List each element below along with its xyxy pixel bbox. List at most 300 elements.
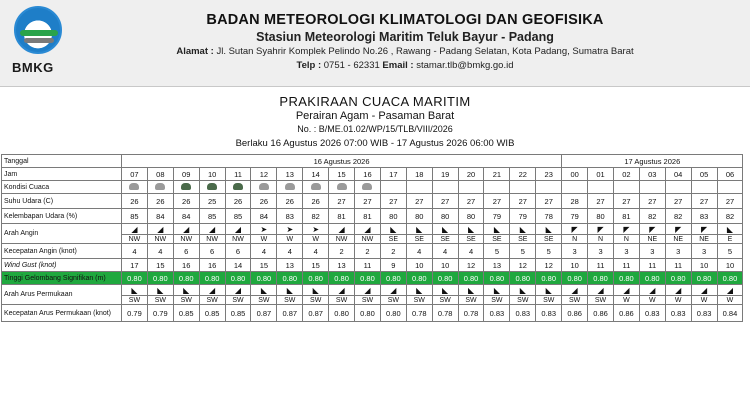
hour-cell: 11	[225, 168, 251, 181]
current-speed-cell: 0.87	[277, 305, 303, 322]
current-direction-label: SW	[381, 295, 406, 304]
current-arrow-icon: ◢	[209, 285, 216, 295]
document-title: PRAKIRAAN CUACA MARITIM	[279, 94, 471, 109]
temperature-cell: 27	[665, 194, 691, 209]
humidity-cell: 82	[665, 209, 691, 224]
wave-height-cell: 0.80	[665, 272, 691, 285]
wind-direction-label: W	[303, 234, 328, 243]
wind-arrow-icon: ◤	[675, 224, 682, 234]
wave-height-cell: 0.80	[510, 272, 536, 285]
wave-height-cell: 0.80	[147, 272, 173, 285]
wave-height-cell: 0.80	[277, 272, 303, 285]
current-direction-cell	[277, 285, 303, 305]
wind-direction-label: N	[562, 234, 587, 243]
current-direction-cell	[122, 285, 148, 305]
humidity-cell: 78	[536, 209, 562, 224]
wind-speed-cell: 4	[251, 244, 277, 259]
weather-cell	[717, 181, 743, 194]
hour-cell: 08	[147, 168, 173, 181]
rain-cloud-icon	[233, 183, 243, 190]
wind-speed-cell: 3	[665, 244, 691, 259]
wind-direction-cell	[251, 224, 277, 244]
wind-gust-cell: 12	[536, 259, 562, 272]
current-direction-label: W	[692, 295, 717, 304]
current-arrow-icon: ◣	[183, 285, 190, 295]
current-direction-cell	[329, 285, 355, 305]
wind-direction-label: NW	[148, 234, 173, 243]
current-speed-cell: 0.83	[484, 305, 510, 322]
current-direction-cell	[510, 285, 536, 305]
wind-gust-cell: 12	[458, 259, 484, 272]
wind-gust-cell: 12	[510, 259, 536, 272]
temperature-cell: 26	[147, 194, 173, 209]
hour-cell: 23	[536, 168, 562, 181]
current-speed-cell: 0.83	[665, 305, 691, 322]
current-speed-cell: 0.87	[303, 305, 329, 322]
org-name: BADAN METEOROLOGI KLIMATOLOGI DAN GEOFISIKA	[206, 12, 604, 28]
humidity-cell: 80	[406, 209, 432, 224]
hour-cell: 22	[510, 168, 536, 181]
station-name: Stasiun Meteorologi Maritim Teluk Bayur - Padang	[256, 30, 554, 44]
hour-cell: 01	[588, 168, 614, 181]
wind-gust-cell: 13	[277, 259, 303, 272]
row-arah-arus	[2, 285, 743, 305]
wind-gust-cell: 10	[691, 259, 717, 272]
rain-cloud-icon	[181, 183, 191, 190]
current-direction-cell	[380, 285, 406, 305]
wind-direction-cell	[562, 224, 588, 244]
hour-cell: 10	[199, 168, 225, 181]
current-arrow-icon: ◢	[597, 285, 604, 295]
temperature-cell: 27	[536, 194, 562, 209]
wind-gust-cell: 16	[173, 259, 199, 272]
current-arrow-icon: ◣	[157, 285, 164, 295]
temperature-cell: 26	[251, 194, 277, 209]
current-arrow-icon: ◣	[467, 285, 475, 295]
temperature-cell: 27	[717, 194, 743, 209]
current-arrow-icon: ◣	[493, 285, 500, 295]
wave-height-cell: 0.80	[199, 272, 225, 285]
wind-direction-label: NW	[122, 234, 147, 243]
wind-gust-cell: 11	[665, 259, 691, 272]
wind-direction-label: W	[277, 234, 302, 243]
wind-direction-label: SE	[484, 234, 509, 243]
wind-gust-cell: 15	[147, 259, 173, 272]
current-speed-cell: 0.79	[122, 305, 148, 322]
address-value: Jl. Sutan Syahrir Komplek Pelindo No.26 , Rawang - Padang Selatan, Kota Padang, Sumatra Barat	[216, 46, 634, 57]
temperature-cell: 27	[639, 194, 665, 209]
wind-gust-cell: 9	[380, 259, 406, 272]
current-direction-cell	[432, 285, 458, 305]
cloud-icon	[285, 183, 295, 190]
wind-speed-cell: 5	[510, 244, 536, 259]
humidity-cell: 80	[432, 209, 458, 224]
current-speed-cell: 0.83	[510, 305, 536, 322]
wind-direction-cell	[639, 224, 665, 244]
wind-direction-label: E	[718, 234, 743, 243]
wave-height-cell: 0.80	[613, 272, 639, 285]
humidity-cell: 79	[562, 209, 588, 224]
humidity-cell: 79	[510, 209, 536, 224]
current-speed-cell: 0.79	[147, 305, 173, 322]
hour-cell: 02	[613, 168, 639, 181]
wind-gust-cell: 17	[122, 259, 148, 272]
current-direction-label: SW	[277, 295, 302, 304]
wind-arrow-icon: ◣	[519, 224, 526, 234]
wind-direction-label: SE	[381, 234, 406, 243]
humidity-cell: 83	[691, 209, 717, 224]
current-speed-cell: 0.80	[329, 305, 355, 322]
wave-height-cell: 0.80	[251, 272, 277, 285]
email-value: stamar.tlb@bmkg.go.id	[416, 60, 514, 71]
row-label-kecepatan-arus: Kecepatan Arus Permukaan (knot)	[2, 305, 122, 322]
wave-height-cell: 0.80	[303, 272, 329, 285]
temperature-cell: 27	[510, 194, 536, 209]
wind-arrow-icon: ◢	[157, 224, 164, 234]
current-direction-cell	[536, 285, 562, 305]
wind-direction-cell	[329, 224, 355, 244]
wind-speed-cell: 4	[406, 244, 432, 259]
row-label-jam: Jam	[2, 168, 122, 181]
weather-cell	[329, 181, 355, 194]
hour-cell: 06	[717, 168, 743, 181]
humidity-cell: 80	[380, 209, 406, 224]
weather-cell	[536, 181, 562, 194]
wind-direction-cell	[536, 224, 562, 244]
row-label-gelombang: Tinggi Gelombang Signifikan (m)	[2, 272, 122, 285]
contact-line	[130, 60, 680, 71]
temperature-cell: 26	[122, 194, 148, 209]
wind-gust-cell: 13	[329, 259, 355, 272]
humidity-cell: 81	[329, 209, 355, 224]
cloud-icon	[311, 183, 321, 190]
temperature-cell: 26	[225, 194, 251, 209]
wind-arrow-icon: ◢	[209, 224, 216, 234]
wind-direction-label: NE	[666, 234, 691, 243]
wave-height-cell: 0.80	[562, 272, 588, 285]
hour-cell: 00	[562, 168, 588, 181]
wind-direction-label: NE	[692, 234, 717, 243]
wind-direction-label: NE	[640, 234, 665, 243]
wind-direction-label: SE	[536, 234, 561, 243]
humidity-cell: 79	[484, 209, 510, 224]
current-direction-cell	[665, 285, 691, 305]
wind-direction-label: N	[614, 234, 639, 243]
current-arrow-icon: ◢	[701, 285, 708, 295]
wind-direction-cell	[122, 224, 148, 244]
humidity-cell: 80	[458, 209, 484, 224]
current-speed-cell: 0.80	[380, 305, 406, 322]
row-kelembapan	[2, 209, 743, 224]
wind-speed-cell: 4	[458, 244, 484, 259]
wave-height-cell: 0.80	[639, 272, 665, 285]
weather-cell	[613, 181, 639, 194]
row-label-suhu: Suhu Udara (C)	[2, 194, 122, 209]
hour-cell: 03	[639, 168, 665, 181]
wind-gust-cell: 11	[355, 259, 381, 272]
weather-cell	[199, 181, 225, 194]
wind-direction-cell	[355, 224, 381, 244]
current-speed-cell: 0.86	[562, 305, 588, 322]
wave-height-cell: 0.80	[380, 272, 406, 285]
temperature-cell: 27	[613, 194, 639, 209]
current-speed-cell: 0.87	[251, 305, 277, 322]
current-speed-cell: 0.86	[588, 305, 614, 322]
humidity-cell: 84	[147, 209, 173, 224]
current-direction-cell	[147, 285, 173, 305]
wind-arrow-icon: ◣	[726, 224, 734, 234]
row-arah-angin	[2, 224, 743, 244]
document-number: No. : B/ME.01.02/WP/15/TLB/VIII/2026	[297, 124, 453, 134]
humidity-cell: 85	[225, 209, 251, 224]
wind-speed-cell: 3	[639, 244, 665, 259]
current-direction-label: W	[666, 295, 691, 304]
wave-height-cell: 0.80	[588, 272, 614, 285]
wave-height-cell: 0.80	[717, 272, 743, 285]
current-arrow-icon: ◢	[234, 285, 242, 295]
current-direction-cell	[717, 285, 743, 305]
wind-speed-cell: 2	[380, 244, 406, 259]
weather-cell	[251, 181, 277, 194]
current-direction-cell	[355, 285, 381, 305]
wind-direction-cell	[277, 224, 303, 244]
wave-height-cell: 0.80	[458, 272, 484, 285]
wind-arrow-icon: ➤	[312, 224, 320, 234]
wind-direction-label: NW	[174, 234, 199, 243]
wind-direction-cell	[225, 224, 251, 244]
current-speed-cell: 0.85	[199, 305, 225, 322]
current-arrow-icon: ◣	[545, 285, 552, 295]
temperature-cell: 26	[173, 194, 199, 209]
wind-speed-cell: 4	[303, 244, 329, 259]
wind-direction-cell	[458, 224, 484, 244]
row-label-wind-gust: Wind Gust (knot)	[2, 259, 122, 272]
humidity-cell: 82	[639, 209, 665, 224]
wave-height-cell: 0.80	[225, 272, 251, 285]
wind-speed-cell: 4	[432, 244, 458, 259]
hour-cell: 18	[406, 168, 432, 181]
weather-cell	[484, 181, 510, 194]
wind-speed-cell: 3	[588, 244, 614, 259]
wind-arrow-icon: ◣	[545, 224, 552, 234]
hour-cell: 07	[122, 168, 148, 181]
wave-height-cell: 0.80	[484, 272, 510, 285]
temperature-cell: 28	[562, 194, 588, 209]
weather-cell	[562, 181, 588, 194]
current-direction-label: W	[614, 295, 639, 304]
wave-height-cell: 0.80	[691, 272, 717, 285]
temperature-cell: 27	[691, 194, 717, 209]
current-direction-cell	[458, 285, 484, 305]
row-label-arah-arus: Arah Arus Permukaan	[2, 285, 122, 305]
row-suhu	[2, 194, 743, 209]
wind-speed-cell: 2	[329, 244, 355, 259]
hour-cell: 16	[355, 168, 381, 181]
wind-arrow-icon: ◤	[701, 224, 708, 234]
current-direction-label: SW	[355, 295, 380, 304]
weather-cell	[458, 181, 484, 194]
current-direction-label: SW	[226, 295, 251, 304]
current-speed-cell: 0.83	[639, 305, 665, 322]
wind-speed-cell: 3	[562, 244, 588, 259]
weather-cell	[406, 181, 432, 194]
wind-gust-cell: 10	[406, 259, 432, 272]
weather-cell	[355, 181, 381, 194]
current-direction-label: SW	[303, 295, 328, 304]
wind-direction-label: W	[251, 234, 276, 243]
hour-cell: 17	[380, 168, 406, 181]
current-direction-label: SW	[484, 295, 509, 304]
humidity-cell: 81	[613, 209, 639, 224]
wind-arrow-icon: ◢	[183, 224, 190, 234]
address-line	[130, 46, 680, 57]
wind-direction-cell	[406, 224, 432, 244]
wind-direction-label: SE	[407, 234, 432, 243]
hour-cell: 19	[432, 168, 458, 181]
current-arrow-icon: ◣	[312, 285, 319, 295]
hour-cell: 13	[277, 168, 303, 181]
weather-cell	[665, 181, 691, 194]
wind-direction-cell	[691, 224, 717, 244]
wind-arrow-icon: ◤	[597, 224, 604, 234]
wind-direction-label: NW	[226, 234, 251, 243]
current-direction-cell	[562, 285, 588, 305]
current-direction-label: SW	[174, 295, 199, 304]
current-direction-cell	[484, 285, 510, 305]
humidity-cell: 84	[251, 209, 277, 224]
current-arrow-icon: ◢	[675, 285, 682, 295]
current-speed-cell: 0.78	[458, 305, 484, 322]
cloud-icon	[259, 183, 269, 190]
hour-cell: 12	[251, 168, 277, 181]
temperature-cell: 25	[199, 194, 225, 209]
wind-direction-cell	[380, 224, 406, 244]
wind-gust-cell: 15	[303, 259, 329, 272]
weather-cell	[277, 181, 303, 194]
current-arrow-icon: ◣	[286, 285, 293, 295]
temperature-cell: 26	[277, 194, 303, 209]
wind-arrow-icon: ➤	[286, 224, 294, 234]
wind-speed-cell: 6	[199, 244, 225, 259]
current-direction-cell	[251, 285, 277, 305]
wind-direction-label: NW	[200, 234, 225, 243]
wind-arrow-icon: ◢	[234, 224, 242, 234]
weather-cell	[147, 181, 173, 194]
humidity-cell: 81	[355, 209, 381, 224]
wind-direction-cell	[717, 224, 743, 244]
weather-cell	[588, 181, 614, 194]
phone-label: Telp :	[296, 60, 322, 71]
bmkg-logo	[8, 6, 70, 78]
current-arrow-icon: ◢	[726, 285, 734, 295]
current-direction-label: SW	[407, 295, 432, 304]
date-header: 16 Agustus 2026	[122, 155, 562, 168]
wind-speed-cell: 5	[536, 244, 562, 259]
wave-height-cell: 0.80	[329, 272, 355, 285]
wind-arrow-icon: ◤	[649, 224, 656, 234]
current-arrow-icon: ◣	[131, 285, 138, 295]
forecast-table	[1, 154, 743, 322]
cloud-icon	[155, 183, 165, 190]
wind-gust-cell: 11	[639, 259, 665, 272]
wind-speed-cell: 5	[717, 244, 743, 259]
current-direction-label: W	[718, 295, 743, 304]
current-direction-cell	[691, 285, 717, 305]
wave-height-cell: 0.80	[406, 272, 432, 285]
humidity-cell: 80	[588, 209, 614, 224]
current-direction-label: SW	[588, 295, 613, 304]
current-speed-cell: 0.78	[432, 305, 458, 322]
row-label-kondisi: Kondisi Cuaca	[2, 181, 122, 194]
hour-cell: 21	[484, 168, 510, 181]
row-wind-gust	[2, 259, 743, 272]
row-label-arah-angin: Arah Angin	[2, 224, 122, 244]
wind-direction-label: SE	[433, 234, 458, 243]
wind-gust-cell: 14	[225, 259, 251, 272]
weather-cell	[639, 181, 665, 194]
current-direction-cell	[406, 285, 432, 305]
wind-direction-cell	[147, 224, 173, 244]
current-direction-label: SW	[459, 295, 484, 304]
wind-gust-cell: 16	[199, 259, 225, 272]
current-arrow-icon: ◢	[571, 285, 578, 295]
current-direction-label: SW	[329, 295, 354, 304]
current-direction-label: SW	[536, 295, 561, 304]
row-kondisi	[2, 181, 743, 194]
current-direction-label: SW	[433, 295, 458, 304]
weather-cell	[691, 181, 717, 194]
hour-cell: 20	[458, 168, 484, 181]
current-speed-cell: 0.83	[536, 305, 562, 322]
wind-speed-cell: 4	[147, 244, 173, 259]
wind-gust-cell: 11	[613, 259, 639, 272]
wave-height-cell: 0.80	[355, 272, 381, 285]
wind-direction-label: NW	[355, 234, 380, 243]
weather-cell	[432, 181, 458, 194]
current-direction-label: SW	[148, 295, 173, 304]
bmkg-emblem-icon	[14, 6, 62, 54]
wave-height-cell: 0.80	[536, 272, 562, 285]
row-tanggal	[2, 155, 743, 168]
wind-arrow-icon: ◣	[467, 224, 475, 234]
temperature-cell: 27	[484, 194, 510, 209]
temperature-cell: 27	[380, 194, 406, 209]
weather-cell	[122, 181, 148, 194]
current-direction-cell	[199, 285, 225, 305]
wind-gust-cell: 10	[432, 259, 458, 272]
humidity-cell: 83	[277, 209, 303, 224]
current-direction-label: SW	[122, 295, 147, 304]
current-arrow-icon: ◣	[416, 285, 423, 295]
row-kecepatan-angin	[2, 244, 743, 259]
current-arrow-icon: ◣	[442, 285, 449, 295]
wind-arrow-icon: ◢	[131, 224, 138, 234]
logo-text: BMKG	[12, 60, 54, 75]
temperature-cell: 27	[406, 194, 432, 209]
temperature-cell: 27	[355, 194, 381, 209]
wind-gust-cell: 10	[562, 259, 588, 272]
hour-cell: 04	[665, 168, 691, 181]
wind-direction-label: NW	[329, 234, 354, 243]
current-direction-label: SW	[251, 295, 276, 304]
weather-cell	[510, 181, 536, 194]
current-speed-cell: 0.85	[173, 305, 199, 322]
wind-direction-label: SE	[510, 234, 535, 243]
wind-direction-cell	[665, 224, 691, 244]
current-arrow-icon: ◢	[649, 285, 656, 295]
humidity-cell: 82	[303, 209, 329, 224]
wind-gust-cell: 15	[251, 259, 277, 272]
